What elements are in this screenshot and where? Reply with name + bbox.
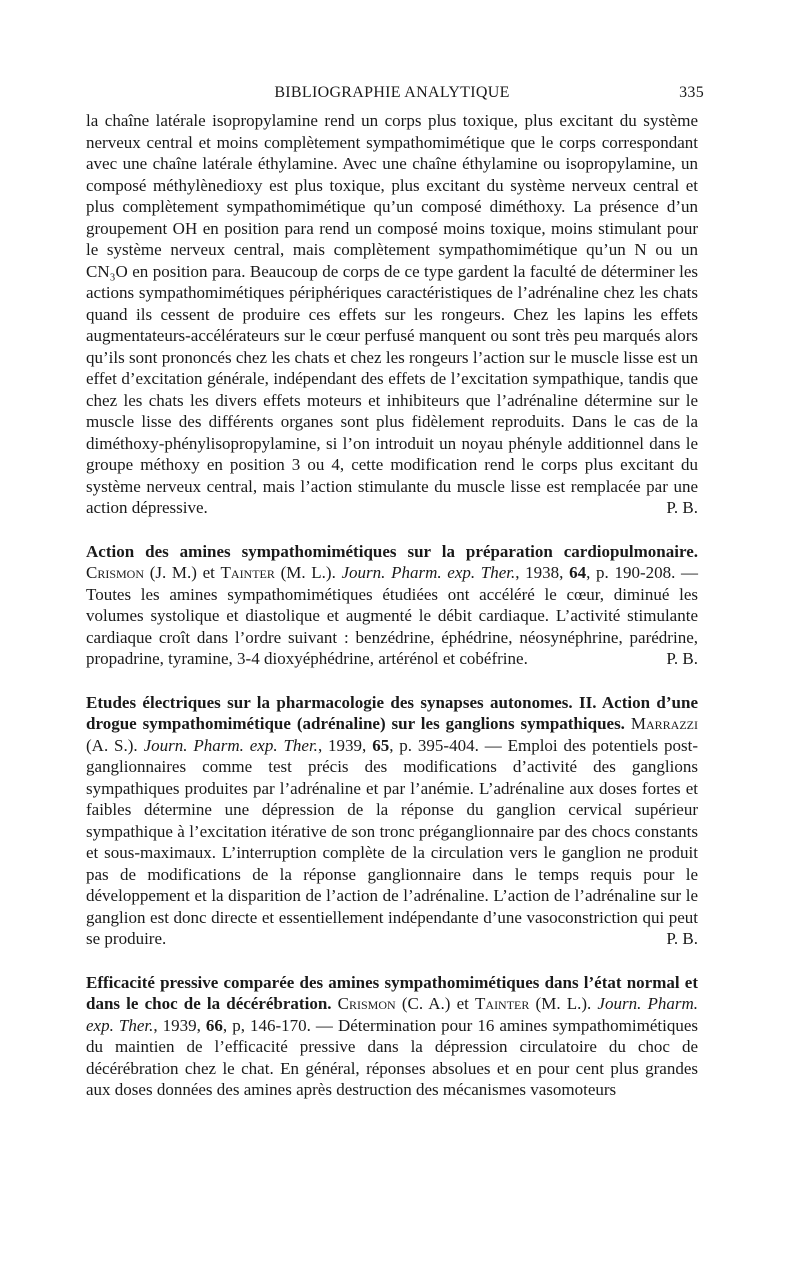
entry-body: Détermination pour 16 amines sympathomimétiques du maintien de l’efficacité pressive dans la dépression circulatoire du choc de décérébration chez le chat. En général, réponses absolues et en pour cent plus grandes aux doses données des amines après destruction des mécanismes vasomoteurs xyxy=(86,1015,699,1099)
page-range: , p, 146-170. — xyxy=(222,1015,333,1035)
author-initials: (M. L.). xyxy=(280,563,336,582)
journal-name: Journ. Pharm. exp. Ther. xyxy=(86,994,698,1035)
signature: P. B. xyxy=(666,929,698,948)
entry-body: Toutes les amines sympathomimétiques étudiées ont accéléré le cœur, diminué les volumes systolique et diastolique et augmenté le débit cardiaque. L’activité stimulante cardiaque croît dans l’ordre suivant : benzédrine, éphédrine, néosynéphrine, parédrine, propadrine, tyramine, 3-4 dioxyéphédrine, artérénol et cobéfrine. xyxy=(86,584,698,668)
continuation-paragraph xyxy=(86,110,698,519)
volume-number: 64 xyxy=(569,563,587,582)
entry-body: Emploi des potentiels post-ganglionnaires comme test précis des modifications d’activité des ganglions sympathiques produites par l’adrénaline et par l’anémie. L’adrénaline aux doses fortes et faibles détermine une dépression de la réponse du ganglion cervical supérieur sympathique à l’excitation itérative de son tronc préganglionnaire par des chocs constants et sous-maximaux. L’interruption complète de la circulation vers le ganglion ne produit pas de modifications de la réponse ganglionnaire dans le temps requis pour le développement et la disparition de l’action de l’adrénaline. L’action de l’adrénaline sur le ganglion est donc directe et essentiellement indépendante d’une vasoconstriction qui peut se produire. xyxy=(86,735,699,948)
signature: P. B. xyxy=(666,498,698,517)
continuation-text: la chaîne latérale isopropylamine rend un corps plus toxique, plus excitant du système nerveux central et moins complètement sympathomimétique que le corps correspondant avec une chaîne latérale éthylamine. Avec une chaîne éthylamine ou isopropylamine, un composé méthylènedioxy est plus toxique, plus excitant du système nerveux central et plus complètement sympathomimétique qu’un composé diméthoxy. La présence d’un groupement OH en position para rend un composé moins toxique, moins stimulant pour le système nerveux central, mais complètement sympathomimétique qu’un N ou un CN₃O en position para. Beaucoup de corps de ce type gardent la faculté de déterminer les actions sympathomimétiques périphériques caractéristiques de l’adrénaline chez les chats quand ils cessent de produire ces effets sur les rongeurs. Chez les lapins les effets augmentateurs-accélérateurs sur le cœur perfusé manquent ou sont très peu marqués alors qu’ils sont prononcés chez les chats et chez les rongeurs l’action sur le muscle lisse est un effet d’excitation générale, indépendant des effets de l’excitation sympathique, tandis que chez les chats les divers effets moteurs et inhibiteurs que l’adrénaline détermine sur le muscle lisse des différents organes sont plus fidèlement reproduits. Dans le cas de la diméthoxy-phénylisopropylamine, si l’on introduit un noyau phényle additionnel dans le groupe méthoxy en position 3 ou 4, cette modification rend le corps plus excitant du système nerveux central, mais l’action stimulante du muscle lisse est remplacée par une action dépressive. xyxy=(86,111,698,517)
author-initials: (A. S.). xyxy=(86,735,138,755)
page-range: , p. 395-404. — xyxy=(389,735,502,755)
publication-year: , 1939, xyxy=(153,1015,201,1035)
author-initials: (J. M.) et xyxy=(149,563,215,582)
publication-year: , 1939, xyxy=(317,735,367,755)
journal-name: Journ. Pharm. exp. Ther. xyxy=(143,735,318,755)
volume-number: 66 xyxy=(205,1015,223,1035)
page-number: 335 xyxy=(679,84,704,101)
volume-number: 65 xyxy=(372,735,390,755)
running-title: BIBLIOGRAPHIE ANALYTIQUE xyxy=(274,84,510,101)
signature: P. B. xyxy=(666,649,698,668)
page xyxy=(86,84,704,1101)
abstract-entry xyxy=(86,541,698,670)
publication-year: , 1938, xyxy=(515,563,564,582)
journal-name: Journ. Pharm. exp. Ther. xyxy=(341,563,516,582)
entry-title: Efficacité pressive comparée des amines sympathomimétiques dans l’état normal et dans le choc de la décérébration. xyxy=(86,972,698,1013)
author-name: Tainter xyxy=(220,563,275,582)
abstract-entry xyxy=(86,692,698,950)
page-range: , p. 190-208. — xyxy=(586,563,699,582)
running-head xyxy=(86,84,704,110)
author-name: Tainter xyxy=(475,994,530,1013)
entry-title: Action des amines sympathomimétiques sur la préparation cardiopulmonaire. xyxy=(86,541,698,561)
author-initials: (C. A.) et xyxy=(401,994,469,1013)
author-name: Crismon xyxy=(337,994,396,1013)
author-name: Crismon xyxy=(86,563,145,582)
author-name: Marrazzi xyxy=(630,714,699,733)
author-initials: (M. L.). xyxy=(535,994,592,1013)
abstract-entry xyxy=(86,972,698,1101)
entry-title: Etudes électriques sur la pharmacologie des synapses autonomes. II. Action d’une drogue sympathomimétique (adrénaline) sur les ganglions sympathiques. xyxy=(86,692,698,733)
